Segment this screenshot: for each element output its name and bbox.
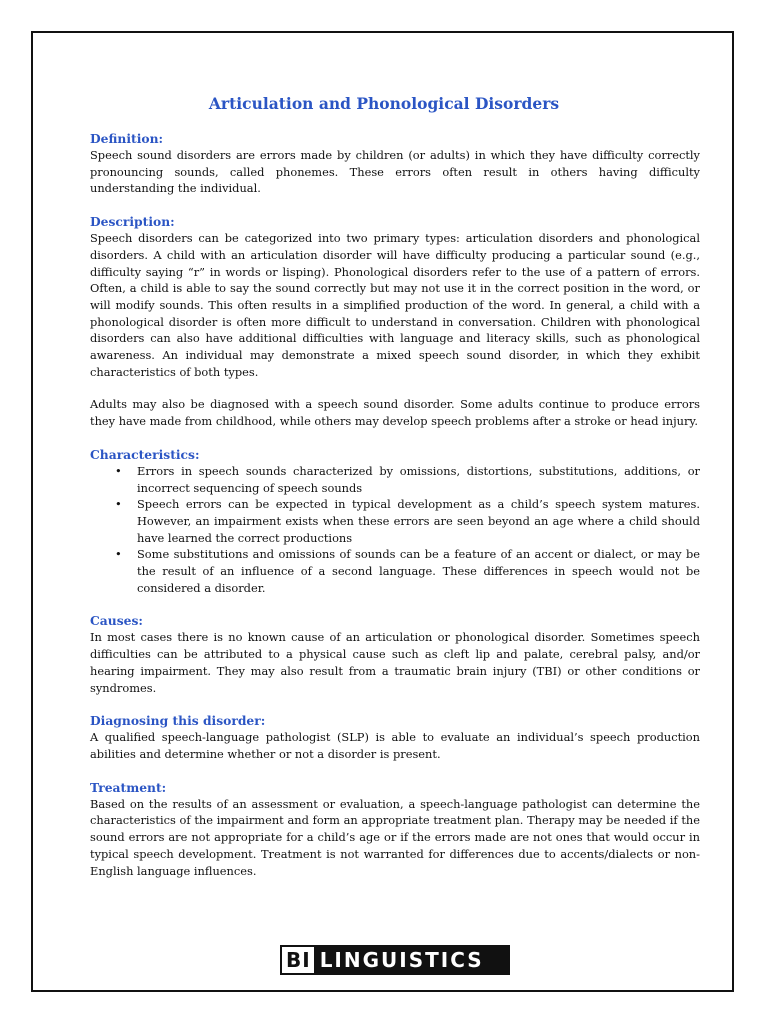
list-item	[115, 496, 700, 546]
characteristics-heading: Characteristics:	[90, 446, 200, 462]
description-heading: Description:	[90, 214, 175, 230]
bullet-icon: •	[115, 547, 122, 562]
document-title: Articulation and Phonological Disorders	[208, 94, 560, 113]
list-item-text: Some substitutions and omissions of sounds can be a feature of an accent or dialect, or may be the result of an influence of a second language. These differences in speech would not be considered a disorder.	[137, 547, 700, 595]
treatment-text: Based on the results of an assessment or evaluation, a speech-language pathologist can determine the characteristics of the impairment and form an appropriate treatment plan. Therapy may be needed if the sound errors are not appropriate for a child’s age or if the errors made are not ones that would occur in typical speech development. Treatment is not warranted for differences due to accents/dialects or non-English language influences.	[90, 796, 700, 878]
bilinguistics-logo	[280, 945, 510, 975]
logo-linguistics: LINGUISTICS	[316, 947, 508, 973]
definition-heading: Definition:	[90, 131, 164, 146]
characteristics-list	[90, 463, 700, 597]
causes-heading: Causes:	[90, 613, 143, 629]
list-item	[115, 463, 700, 496]
diagnosing-text: A qualified speech-language pathologist (SLP) is able to evaluate an individual’s speech production abilities and determine whether or not a disorder is present.	[90, 730, 700, 761]
bullet-icon: •	[115, 463, 122, 478]
bullet-icon: •	[115, 497, 122, 512]
list-item-text: Errors in speech sounds characterized by omissions, distortions, substitutions, additions, or incorrect sequencing of speech sounds	[137, 463, 700, 495]
definition-text: Speech sound disorders are errors made by children (or adults) in which they have difficulty correctly pronouncing sounds, called phonemes. These errors often result in others having difficulty understanding the individual.	[90, 148, 700, 196]
list-item-text: Speech errors can be expected in typical development as a child’s speech system matures. However, an impairment exists when these errors are seen beyond an age where a child should have learned the correct productions	[137, 497, 700, 545]
logo-bi: BI	[282, 947, 316, 973]
document-body	[90, 130, 700, 895]
description-text-1: Speech disorders can be categorized into two primary types: articulation disorders and phonological disorders. A child with an articulation disorder will have difficulty producing a particular sound (e.g., difficulty saying “r” in words or lisping). Phonological disorders refer to the use of a pattern of errors. Often, a child is able to say the sound correctly but may not use it in the correct position in the word, or will modify sounds. This often results in a simplified production of the word. In general, a child with a phonological disorder is often more difficult to understand in conversation. Children with phonological disorders can also have additional difficulties with language and literacy skills, such as phonological awareness. An individual may demonstrate a mixed speech sound disorder, in which they exhibit characteristics of both types.	[90, 231, 700, 379]
causes-text: In most cases there is no known cause of an articulation or phonological disorder. Sometimes speech difficulties can be attributed to a physical cause such as cleft lip and palate, cerebral palsy, and/or hearing impairment. They may also result from a traumatic brain injury (TBI) or other conditions or syndromes.	[90, 630, 700, 695]
treatment-heading: Treatment:	[90, 779, 167, 795]
description-text-2: Adults may also be diagnosed with a speech sound disorder. Some adults continue to produce errors they have made from childhood, while others may develop speech problems after a stroke or head injury.	[90, 397, 700, 429]
diagnosing-heading: Diagnosing this disorder:	[90, 713, 266, 729]
list-item	[115, 546, 700, 596]
